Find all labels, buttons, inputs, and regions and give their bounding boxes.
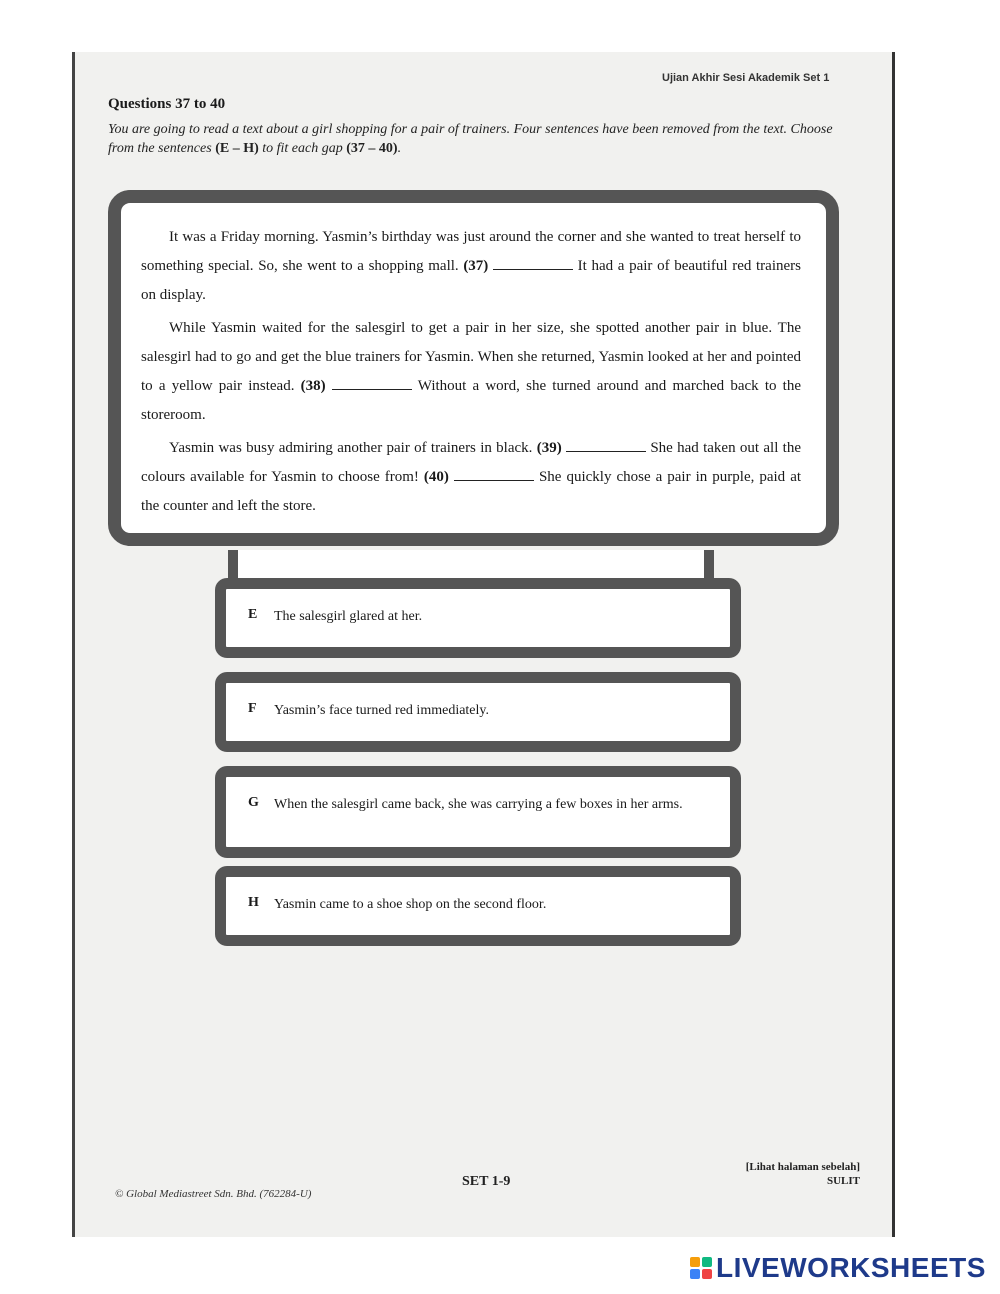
passage-sentence: While Yasmin waited for the salesgirl to get a pair in her size, she spotted another pair in blue. The salesgirl had to go and get the blue trainers for Yasmin. When she returned, Yasmin looked at her and pointed to a yellow pair instead. xyxy=(141,320,801,394)
passage-text xyxy=(141,223,801,525)
connector-stem-inner xyxy=(238,550,704,580)
exam-header: Ujian Akhir Sesi Akademik Set 1 xyxy=(662,72,830,84)
option-text: Yasmin’s face turned red immediately. xyxy=(274,703,490,718)
option-letter: F xyxy=(248,701,257,716)
option-e[interactable] xyxy=(215,578,741,658)
instructions-text: You are going to read a text about a girl shopping for a pair of trainers. Four sentences have been removed from the text. Choose from the sentences xyxy=(108,122,833,156)
gap-40-number: (40) xyxy=(423,469,449,485)
instructions-text: to fit each gap xyxy=(258,141,347,156)
instructions-text: . xyxy=(397,141,402,156)
copyright: © Global Mediastreet Sdn. Bhd. (762284-U) xyxy=(115,1188,312,1200)
question-title: Questions 37 to 40 xyxy=(108,96,226,112)
next-page-note: [Lihat halaman sebelah] xyxy=(745,1161,860,1173)
gap-40-blank[interactable] xyxy=(454,466,534,481)
question-instructions xyxy=(108,120,848,158)
gap-38-number: (38) xyxy=(300,378,326,394)
footer-notes xyxy=(700,1160,860,1188)
gap-39-blank[interactable] xyxy=(566,437,646,452)
option-text: Yasmin came to a shoe shop on the second floor. xyxy=(274,897,547,912)
passage-sentence: Yasmin was busy admiring another pair of trainers in black. xyxy=(169,440,537,456)
option-f[interactable] xyxy=(215,672,741,752)
instructions-range: (E – H) xyxy=(215,141,259,156)
passage-sentence: Without a word, she turned around and marched back to the storeroom. xyxy=(141,378,801,423)
set-number: SET 1-9 xyxy=(462,1174,511,1189)
liveworksheets-logo-icon xyxy=(690,1257,712,1279)
option-letter: G xyxy=(248,795,259,810)
option-h[interactable] xyxy=(215,866,741,946)
gap-37-blank[interactable] xyxy=(493,255,573,270)
passage-sentence: It was a Friday morning. Yasmin’s birthday was just around the corner and she wanted to treat herself to something special. So, she went to a shopping mall. xyxy=(141,229,801,274)
logo-square xyxy=(702,1269,712,1279)
page-edge xyxy=(892,52,895,1237)
logo-square xyxy=(702,1257,712,1267)
passage-box xyxy=(108,190,839,546)
liveworksheets-brand[interactable] xyxy=(690,1252,986,1284)
option-g[interactable] xyxy=(215,766,741,858)
classification: SULIT xyxy=(826,1175,860,1187)
passage-sentence: She had taken out all the colours available for Yasmin to choose from! xyxy=(141,440,801,485)
option-text: The salesgirl glared at her. xyxy=(274,609,423,624)
passage-paragraph-1 xyxy=(141,223,801,310)
instructions-gaps: (37 – 40) xyxy=(346,141,398,156)
option-letter: H xyxy=(248,895,259,910)
brand-name: LIVEWORKSHEETS xyxy=(716,1252,986,1283)
passage-paragraph-2 xyxy=(141,314,801,430)
gap-38-blank[interactable] xyxy=(332,375,412,390)
gap-37-number: (37) xyxy=(463,258,489,274)
logo-square xyxy=(690,1257,700,1267)
passage-sentence: It had a pair of beautiful red trainers on display. xyxy=(141,258,801,303)
option-text: When the salesgirl came back, she was carrying a few boxes in her arms. xyxy=(274,797,683,812)
option-letter: E xyxy=(248,607,258,622)
gap-39-number: (39) xyxy=(536,440,562,456)
logo-square xyxy=(690,1269,700,1279)
passage-sentence: She quickly chose a pair in purple, paid at the counter and left the store. xyxy=(141,469,802,514)
passage-paragraph-3 xyxy=(141,434,801,521)
